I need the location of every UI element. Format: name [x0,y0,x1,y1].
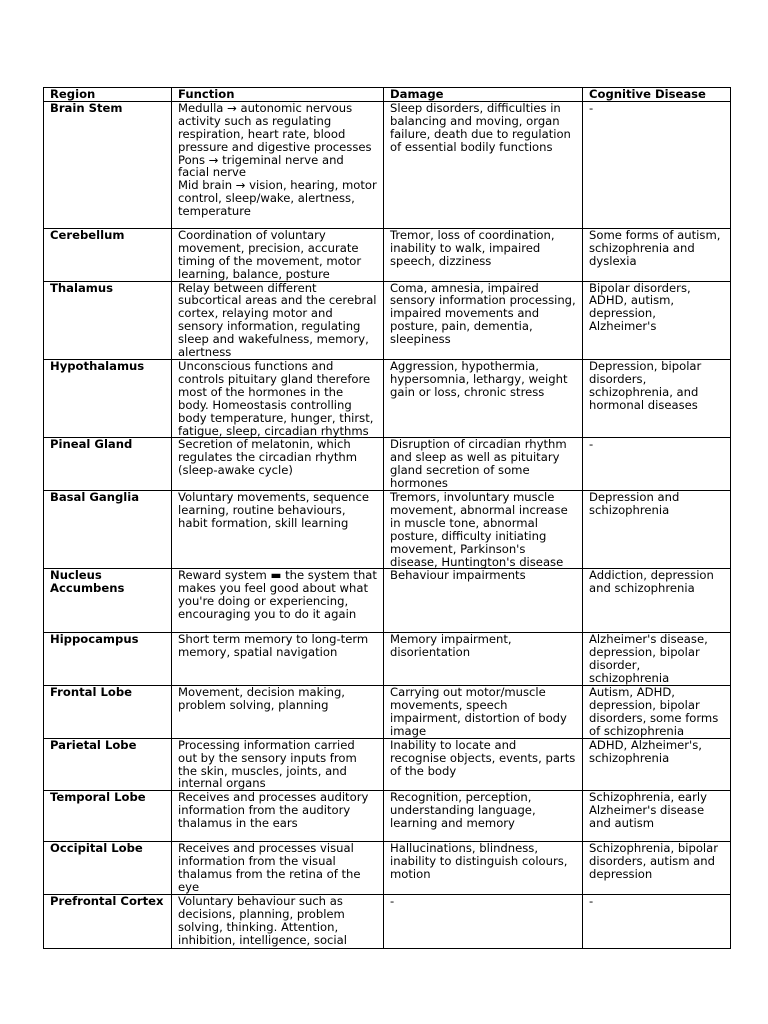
region-cell-text: Prefrontal Cortex [50,894,164,908]
table-row [44,491,731,569]
damage-cell [384,438,583,491]
region-cell-text: Basal Ganglia [50,490,140,505]
region-cell [44,569,172,633]
table-row [44,438,731,491]
function-cell-text: Movement, decision making, problem solving, planning [178,685,345,712]
cognitive-disease-cell-text: Alzheimer's disease, depression, bipolar disorder, schizophrenia [589,632,708,686]
cognitive-disease-cell-text: - [589,437,594,452]
damage-cell [384,686,583,739]
cognitive-disease-cell-text: Addiction, depression and schizophrenia [589,568,714,596]
cognitive-disease-cell [583,101,731,228]
cognitive-disease-cell [583,491,731,569]
header-damage: Damage [384,88,583,102]
table-row [44,569,731,633]
table-row [44,633,731,686]
region-cell [44,738,172,791]
region-cell [44,438,172,491]
damage-cell-text: Carrying out motor/muscle movements, speech impairment, distortion of body image [390,685,567,738]
function-cell [172,686,384,739]
damage-cell-text: Recognition, perception, understanding language, learning and memory [390,790,536,831]
function-cell [172,101,384,228]
header-region: Region [44,88,172,102]
function-cell [172,228,384,281]
damage-cell-text: Sleep disorders, difficulties in balancing and moving, organ failure, death due to regulation of essential bodily functions [390,101,571,154]
cognitive-disease-cell [583,281,731,359]
table-header-row [44,88,731,102]
table-row [44,842,731,895]
function-cell-text: Coordination of voluntary movement, precision, accurate timing of the movement, motor learning, balance, posture [178,228,362,281]
cognitive-disease-cell-text: Schizophrenia, bipolar disorders, autism and depression [589,841,719,882]
region-cell-text: Pineal Gland [50,437,133,452]
function-cell-text: Voluntary behaviour such as decisions, planning, problem solving, thinking. Attention, inhibition, intelligence, social [178,894,347,947]
function-cell [172,738,384,791]
cognitive-disease-cell-text: - [589,101,594,115]
damage-cell-text: Aggression, hypothermia, hypersomnia, lethargy, weight gain or loss, chronic stress [390,359,568,399]
cognitive-disease-cell [583,842,731,895]
damage-cell [384,359,583,437]
damage-cell-text: Hallucinations, blindness, inability to distinguish colours, motion [390,841,568,882]
region-cell [44,281,172,359]
damage-cell-text: Tremor, loss of coordination, inability to walk, impaired speech, dizziness [390,228,555,268]
damage-cell-text: Disruption of circadian rhythm and sleep as well as pituitary gland secretion of some hormones [390,437,567,491]
region-cell [44,491,172,569]
table-row [44,228,731,281]
function-cell-text: Medulla → autonomic nervous activity such as regulating respiration, heart rate, blood pressure and digestive processes Pons → trigeminal nerve and facial nerve Mid brain → vision, hearing, motor control, sleep/wake, alertness, temperature [178,101,377,219]
cognitive-disease-cell [583,359,731,437]
region-cell-text: Nucleus Accumbens [50,568,125,596]
region-cell-text: Thalamus [50,281,114,295]
damage-cell-text: Inability to locate and recognise objects, events, parts of the body [390,738,576,778]
function-cell-text: Short term memory to long-term memory, spatial navigation [178,632,369,660]
damage-cell [384,842,583,895]
region-cell [44,101,172,228]
cognitive-disease-cell-text: ADHD, Alzheimer's, schizophrenia [589,738,702,765]
damage-cell-text: Memory impairment, disorientation [390,632,512,660]
damage-cell [384,281,583,359]
table-body [44,101,731,948]
region-cell-text: Occipital Lobe [50,841,143,856]
function-cell-text: Unconscious functions and controls pituitary gland therefore most of the hormones in the body. Homeostasis controlling body temperature, hunger, thirst, fatigue, sleep, circadian rhythms [178,359,374,438]
cognitive-disease-cell-text: Bipolar disorders, ADHD, autism, depression, Alzheimer's [589,281,691,334]
table-row [44,686,731,739]
cognitive-disease-cell [583,791,731,842]
cognitive-disease-cell-text: Depression, bipolar disorders, schizophrenia, and hormonal diseases [589,359,702,412]
region-cell [44,894,172,948]
function-cell-text: Reward system ▬ the system that makes you feel good about what you're doing or experiencing, encouraging you to do it again [178,568,377,622]
damage-cell [384,633,583,686]
header-cognitive-disease: Cognitive Disease [583,88,731,102]
damage-cell [384,738,583,791]
cognitive-disease-cell [583,686,731,739]
region-cell [44,842,172,895]
function-cell-text: Receives and processes auditory information from the auditory thalamus in the ears [178,790,369,831]
damage-cell [384,101,583,228]
damage-cell-text: - [390,894,395,908]
brain-regions-table [43,87,731,949]
region-cell [44,228,172,281]
function-cell [172,491,384,569]
cognitive-disease-cell-text: Autism, ADHD, depression, bipolar disorders, some forms of schizophrenia [589,685,719,738]
cognitive-disease-cell-text: Schizophrenia, early Alzheimer's disease and autism [589,790,707,831]
function-cell [172,633,384,686]
cognitive-disease-cell-text: - [589,894,594,908]
header-function: Function [172,88,384,102]
cognitive-disease-cell [583,633,731,686]
cognitive-disease-cell-text: Some forms of autism, schizophrenia and dyslexia [589,228,721,268]
function-cell [172,359,384,437]
damage-cell-text: Tremors, involuntary muscle movement, abnormal increase in muscle tone, abnormal posture, difficulty initiating movement, Parkinson's disease, Huntington's disease [390,490,568,569]
table-row [44,101,731,228]
region-cell-text: Brain Stem [50,101,123,115]
region-cell-text: Frontal Lobe [50,685,133,700]
damage-cell-text: Coma, amnesia, impaired sensory information processing, impaired movements and posture, pain, dementia, sleepiness [390,281,576,347]
damage-cell-text: Behaviour impairments [390,568,526,583]
damage-cell [384,569,583,633]
function-cell-text: Voluntary movements, sequence learning, routine behaviours, habit formation, skill learning [178,490,369,530]
damage-cell [384,491,583,569]
function-cell [172,894,384,948]
cognitive-disease-cell [583,738,731,791]
region-cell-text: Hippocampus [50,632,139,647]
region-cell [44,359,172,437]
function-cell [172,791,384,842]
cognitive-disease-cell [583,894,731,948]
region-cell-text: Temporal Lobe [50,790,146,805]
cognitive-disease-cell [583,438,731,491]
function-cell [172,842,384,895]
table-row [44,894,731,948]
damage-cell [384,791,583,842]
cognitive-disease-cell-text: Depression and schizophrenia [589,490,680,517]
cognitive-disease-cell [583,228,731,281]
function-cell-text: Processing information carried out by the sensory inputs from the skin, muscles, joints, and internal organs [178,738,357,791]
region-cell-text: Hypothalamus [50,359,145,373]
function-cell [172,438,384,491]
damage-cell [384,228,583,281]
table-row [44,738,731,791]
region-cell-text: Parietal Lobe [50,738,137,752]
table-row [44,791,731,842]
function-cell-text: Receives and processes visual information from the visual thalamus from the retina of the eye [178,841,361,895]
region-cell [44,686,172,739]
region-cell-text: Cerebellum [50,228,125,242]
function-cell-text: Relay between different subcortical areas and the cerebral cortex, relaying motor and sensory information, regulating sleep and wakefulness, memory, alertness [178,281,377,360]
function-cell [172,569,384,633]
region-cell [44,633,172,686]
cognitive-disease-cell [583,569,731,633]
damage-cell [384,894,583,948]
region-cell [44,791,172,842]
table-row [44,359,731,437]
table-row [44,281,731,359]
function-cell-text: Secretion of melatonin, which regulates the circadian rhythm (sleep-awake cycle) [178,437,358,478]
function-cell [172,281,384,359]
